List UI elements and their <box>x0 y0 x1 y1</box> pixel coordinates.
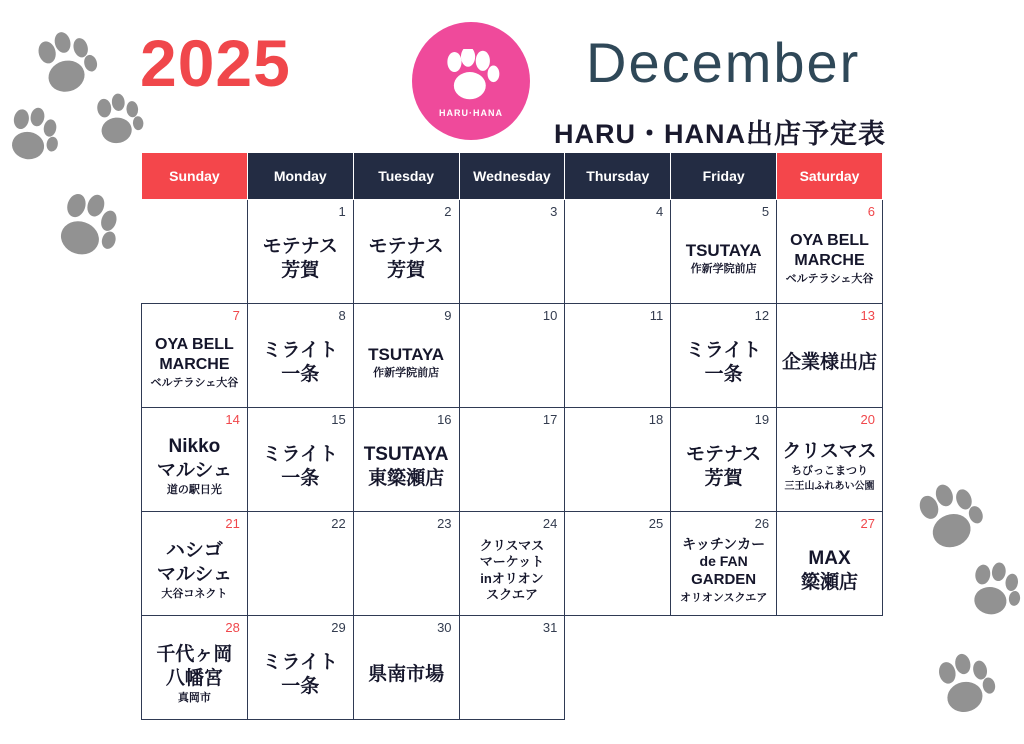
calendar-header-row <box>142 153 883 200</box>
event-line: クリスマス <box>782 440 877 462</box>
paw-print-icon <box>924 646 1005 727</box>
year-label: 2025 <box>140 26 291 100</box>
event-line: OYA BELL <box>155 335 234 353</box>
event-text <box>777 530 882 611</box>
calendar-day-cell <box>353 304 459 408</box>
event-venue: 真岡市 <box>177 692 211 705</box>
event-line: マーケット <box>479 554 545 570</box>
event-line: 企業様出店 <box>782 351 878 373</box>
event-line: クリスマス <box>479 538 545 553</box>
day-number: 29 <box>331 620 346 635</box>
event-line: de FAN <box>699 553 748 570</box>
day-number: 15 <box>331 412 346 427</box>
event-line: モテナス <box>368 235 444 257</box>
event-line: 八幡宮 <box>165 667 223 689</box>
event-text <box>777 218 882 299</box>
day-number: 11 <box>649 308 664 323</box>
day-number: 6 <box>867 204 875 219</box>
event-text <box>354 322 459 403</box>
day-number: 12 <box>754 308 770 323</box>
day-number: 20 <box>860 412 875 427</box>
event-line: MARCHE <box>794 251 865 269</box>
calendar-day-cell <box>671 200 777 304</box>
event-line: inオリオン <box>480 570 544 586</box>
calendar-day-cell <box>247 408 353 512</box>
calendar-cell-empty <box>142 200 248 304</box>
day-number: 26 <box>754 516 770 531</box>
paw-print-icon <box>38 180 131 273</box>
day-number: 16 <box>437 412 452 427</box>
day-number: 31 <box>542 620 558 635</box>
calendar-week-row <box>142 304 883 408</box>
calendar-day-cell <box>777 304 883 408</box>
calendar-cell-empty <box>671 616 777 720</box>
event-line: 一条 <box>704 363 743 385</box>
event-line: 一条 <box>281 675 320 697</box>
weekday-header-monday: Monday <box>247 153 353 200</box>
calendar-cell-empty <box>777 616 883 720</box>
paw-print-icon <box>902 472 997 567</box>
event-venue: 作新学院前店 <box>373 367 440 380</box>
day-number: 5 <box>761 204 770 219</box>
event-text <box>248 426 353 507</box>
day-number: 1 <box>338 204 346 219</box>
calendar-day-cell <box>247 512 353 616</box>
calendar-day-cell <box>247 304 353 408</box>
calendar-week-row <box>142 408 883 512</box>
calendar-day-cell <box>142 408 248 512</box>
calendar-week-row <box>142 512 883 616</box>
calendar-table <box>141 152 883 720</box>
brand-logo <box>412 22 530 140</box>
page-header <box>0 0 1024 150</box>
weekday-header-wednesday: Wednesday <box>459 153 565 200</box>
day-number: 14 <box>225 412 240 427</box>
event-line: ミライト <box>685 339 762 361</box>
day-number: 21 <box>225 516 240 531</box>
weekday-header-sunday: Sunday <box>142 153 248 200</box>
calendar-day-cell <box>459 616 565 720</box>
calendar-day-cell <box>459 512 565 616</box>
event-text <box>671 530 776 611</box>
event-text <box>777 322 882 403</box>
event-venue: ベルテラシェ大谷 <box>785 272 874 285</box>
event-line: Nikko <box>168 435 221 457</box>
event-text <box>671 218 776 299</box>
calendar-week-row <box>142 616 883 720</box>
event-venue: 大谷コネクト <box>161 588 228 601</box>
event-line: モテナス <box>262 235 338 257</box>
weekday-header-tuesday: Tuesday <box>353 153 459 200</box>
event-line: マルシェ <box>156 563 232 585</box>
event-text <box>142 322 247 403</box>
calendar-day-cell <box>671 408 777 512</box>
day-number: 4 <box>655 204 664 219</box>
month-label: December <box>586 31 861 94</box>
calendar-week-row <box>142 200 883 304</box>
weekday-header-friday: Friday <box>671 153 777 200</box>
calendar-day-cell <box>565 512 671 616</box>
event-line: 芳賀 <box>387 259 426 281</box>
event-line: 千代ヶ岡 <box>156 643 233 665</box>
day-number: 24 <box>542 516 558 531</box>
event-text <box>777 426 882 507</box>
day-number: 7 <box>232 308 240 323</box>
calendar-day-cell <box>777 408 883 512</box>
calendar-day-cell <box>353 616 459 720</box>
calendar-day-cell <box>565 408 671 512</box>
event-text <box>354 218 459 299</box>
event-text <box>671 426 776 507</box>
day-number: 25 <box>648 516 664 531</box>
day-number: 2 <box>444 204 452 219</box>
day-number: 13 <box>860 308 875 323</box>
event-line: TSUTAYA <box>368 345 445 364</box>
event-venue: オリオンスクエア <box>679 591 768 604</box>
event-line: 一条 <box>281 467 320 489</box>
event-line: 県南市場 <box>368 663 445 685</box>
calendar-day-cell <box>353 408 459 512</box>
calendar-cell-empty <box>565 616 671 720</box>
calendar-day-cell <box>671 512 777 616</box>
calendar-day-cell <box>777 512 883 616</box>
event-line: MARCHE <box>159 355 230 373</box>
calendar-day-cell <box>142 616 248 720</box>
calendar-day-cell <box>353 200 459 304</box>
event-line: マルシェ <box>156 459 232 481</box>
day-number: 19 <box>754 412 770 427</box>
day-number: 8 <box>338 308 346 323</box>
calendar-day-cell <box>459 200 565 304</box>
event-line: ミライト <box>262 651 338 673</box>
event-line: 簗瀬店 <box>801 571 859 593</box>
event-text <box>142 530 247 611</box>
event-line: TSUTAYA <box>685 241 762 260</box>
event-venue: 道の駅日光 <box>166 484 222 497</box>
event-text <box>354 634 459 715</box>
day-number: 27 <box>860 516 875 531</box>
calendar-day-cell <box>565 200 671 304</box>
event-venue: 作新学院前店 <box>690 263 757 276</box>
calendar-day-cell <box>671 304 777 408</box>
event-line: MAX <box>808 547 851 569</box>
calendar-day-cell <box>247 200 353 304</box>
event-text <box>460 530 565 611</box>
event-line: 東簗瀬店 <box>368 467 445 489</box>
event-text <box>671 322 776 403</box>
event-line: 一条 <box>281 363 320 385</box>
day-number: 18 <box>648 412 664 427</box>
event-line: TSUTAYA <box>363 443 449 465</box>
event-line: 芳賀 <box>281 259 320 281</box>
weekday-header-saturday: Saturday <box>777 153 883 200</box>
day-number: 10 <box>542 308 558 323</box>
calendar-day-cell <box>247 616 353 720</box>
event-text <box>248 634 353 715</box>
calendar-day-cell <box>777 200 883 304</box>
event-text <box>142 426 247 507</box>
calendar-day-cell <box>353 512 459 616</box>
calendar-body <box>142 200 883 720</box>
event-venue-secondary: 三王山ふれあい公園 <box>784 481 875 492</box>
event-line: ミライト <box>262 339 338 361</box>
day-number: 9 <box>444 308 452 323</box>
event-line: OYA BELL <box>790 231 869 249</box>
day-number: 30 <box>437 620 452 635</box>
event-text <box>248 322 353 403</box>
day-number: 23 <box>437 516 452 531</box>
calendar-day-cell <box>565 304 671 408</box>
event-line: キッチンカー <box>682 535 766 552</box>
event-text <box>248 218 353 299</box>
event-line: ミライト <box>262 443 338 465</box>
event-line: 芳賀 <box>704 467 743 489</box>
event-text <box>354 426 459 507</box>
day-number: 17 <box>542 412 558 427</box>
page-subtitle: HARU・HANA出店予定表 <box>554 119 886 149</box>
paw-print-icon <box>958 556 1024 626</box>
calendar-day-cell <box>142 304 248 408</box>
calendar-day-cell <box>142 512 248 616</box>
paw-logo-icon <box>441 49 501 106</box>
brand-logo-text: HARU·HANA <box>439 107 503 118</box>
event-venue: ベルテラシェ大谷 <box>150 376 239 389</box>
event-text <box>142 634 247 715</box>
calendar-day-cell <box>459 408 565 512</box>
event-venue: ちびっこまつり <box>791 465 869 478</box>
event-line: モテナス <box>686 443 762 465</box>
day-number: 3 <box>550 204 558 219</box>
day-number: 28 <box>225 620 240 635</box>
event-line: スクエア <box>486 586 538 602</box>
calendar-day-cell <box>459 304 565 408</box>
event-line: GARDEN <box>691 570 757 588</box>
event-line: ハシゴ <box>165 539 223 561</box>
day-number: 22 <box>331 516 346 531</box>
weekday-header-thursday: Thursday <box>565 153 671 200</box>
